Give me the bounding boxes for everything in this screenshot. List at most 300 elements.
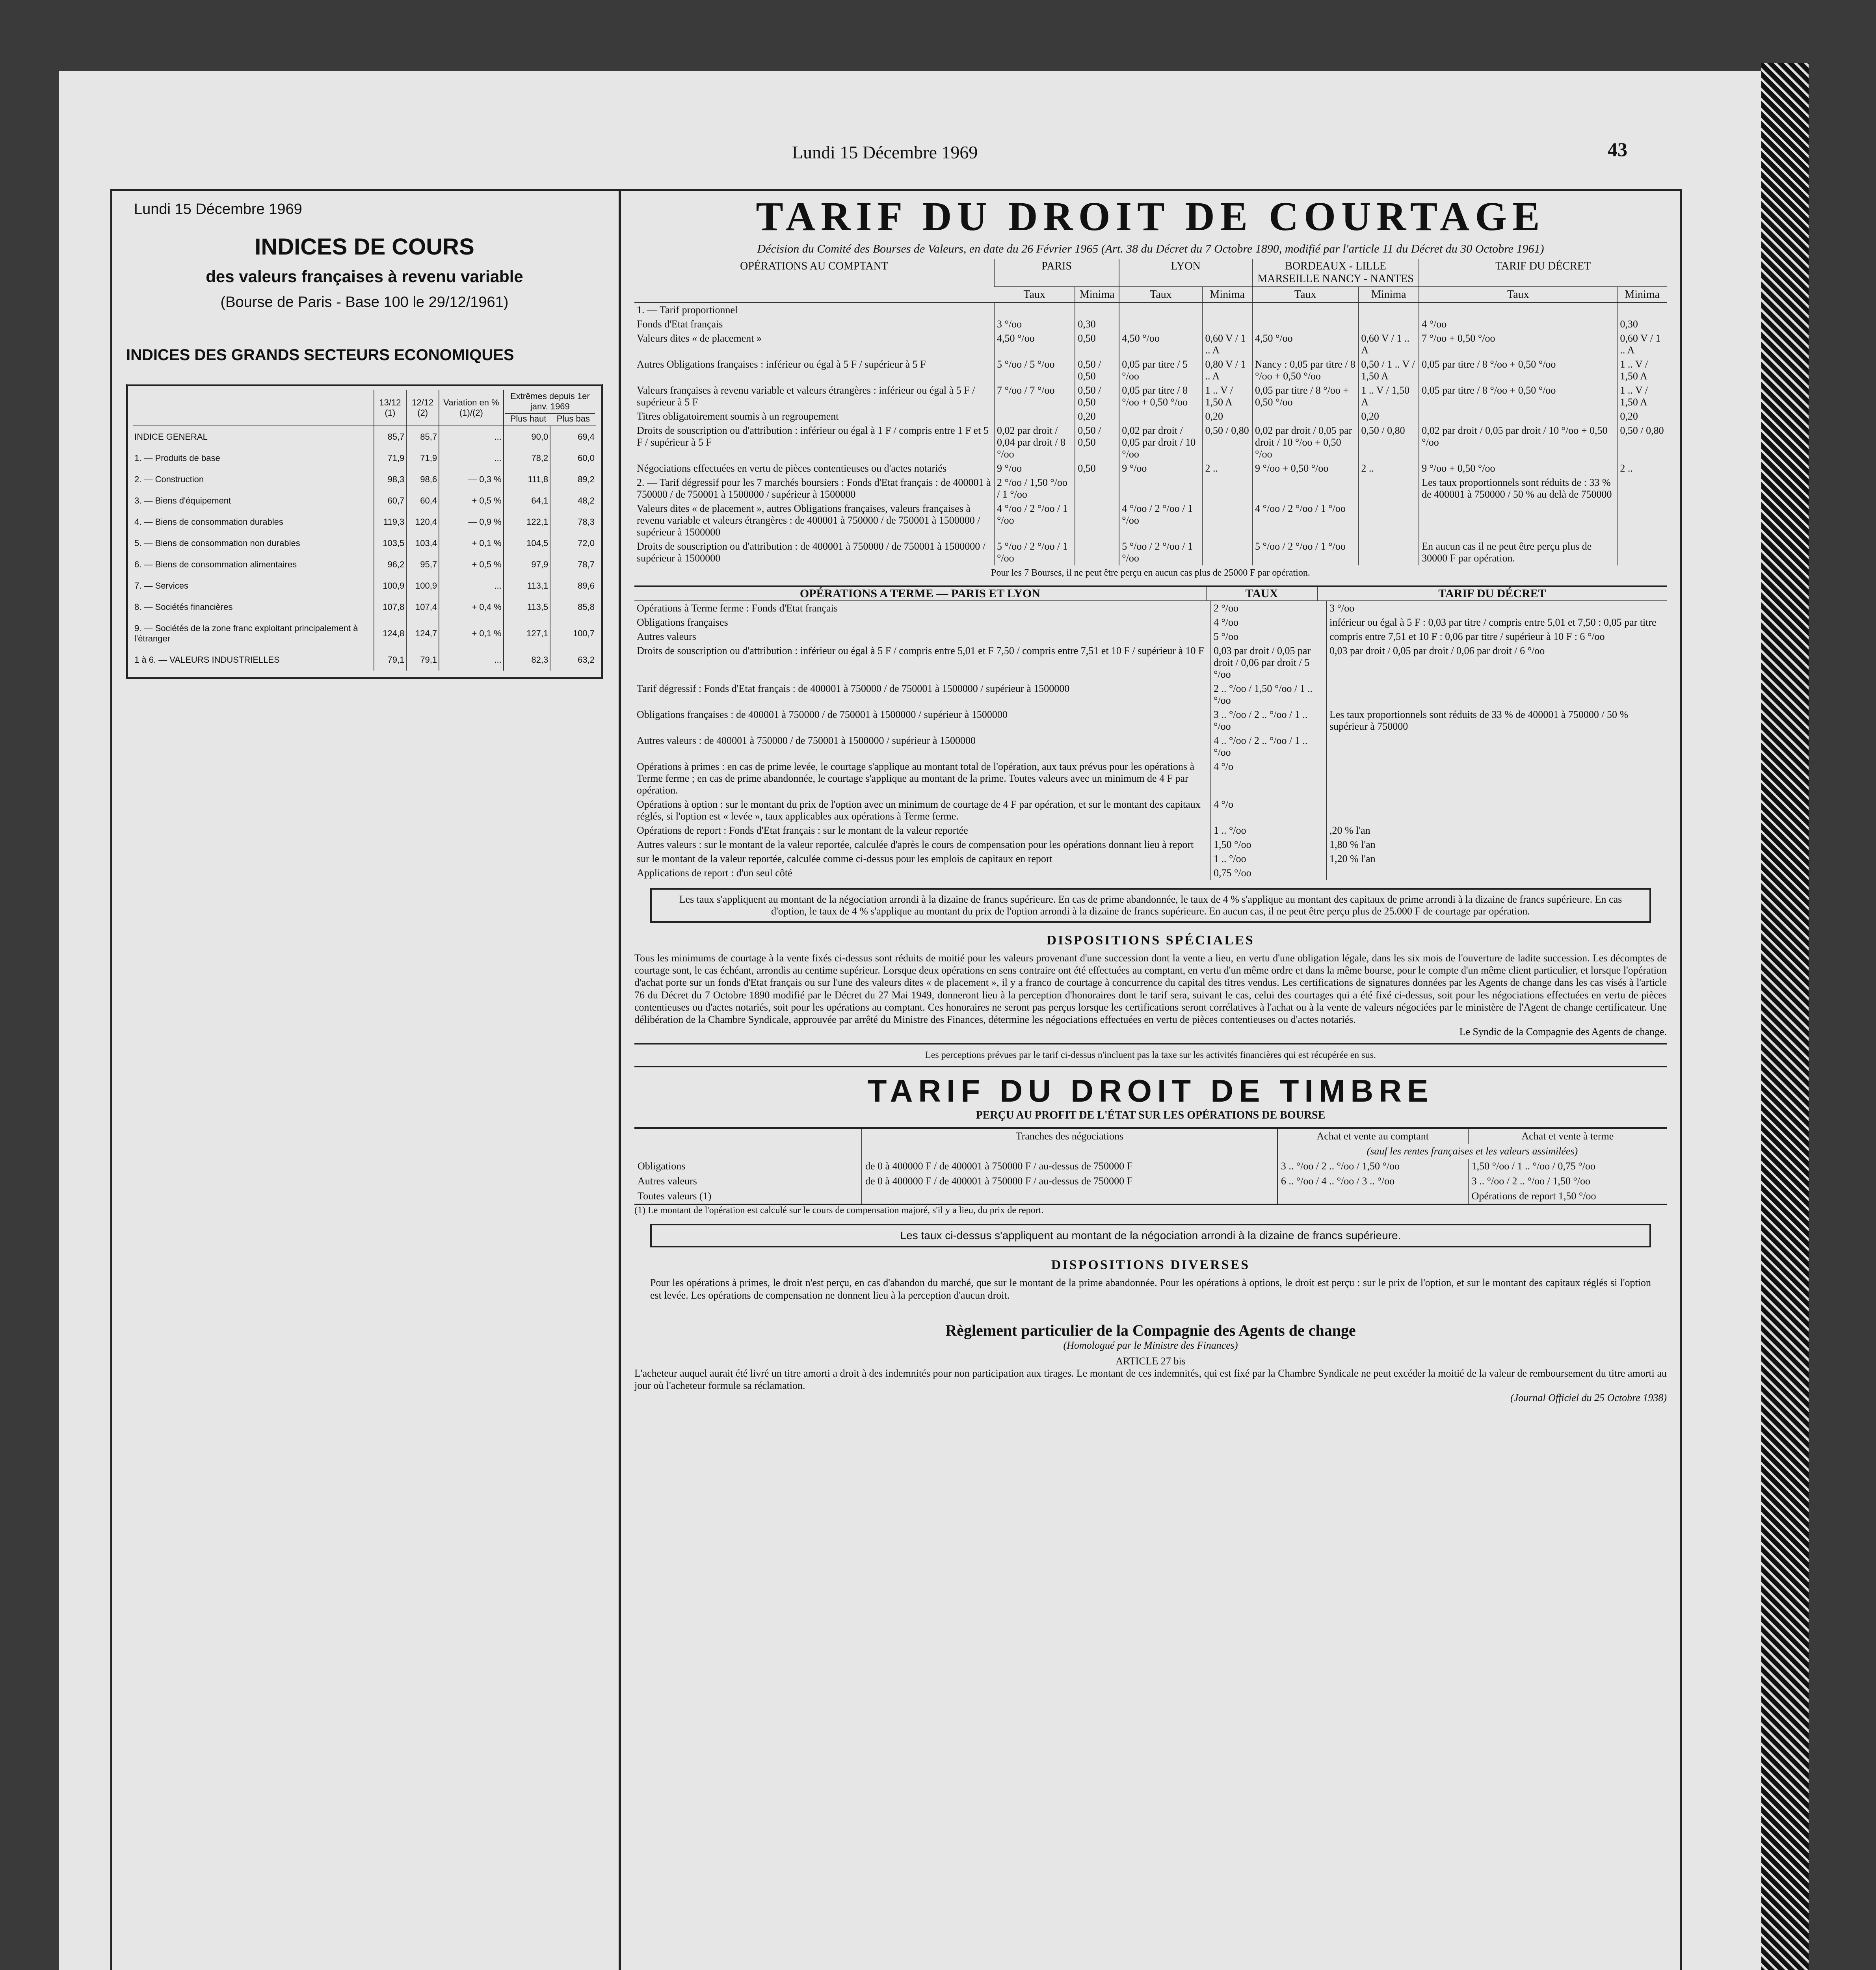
index-plus-bas: 69,4 (550, 426, 596, 448)
timbre-title: TARIF DU DROIT DE TIMBRE (867, 1073, 1434, 1109)
index-variation: + 0,4 % (439, 597, 504, 618)
table-row (133, 649, 596, 671)
table-row (634, 303, 1667, 317)
index-label: 9. — Sociétés de la zone franc exploitant principalement à l'étranger (134, 623, 358, 643)
index-value-13-12: 119,3 (374, 511, 407, 533)
timbre-cell-tranches: de 0 à 400000 F / de 400001 à 750000 F / au-dessus de 750000 F (862, 1159, 1277, 1174)
cell-p: 5 °/oo / 2 °/oo / 1 °/oo (994, 539, 1075, 565)
indices-base: (Bourse de Paris - Base 100 le 29/12/1961) (220, 294, 509, 310)
cell-lm: 2 .. (1202, 461, 1252, 476)
table-row (634, 383, 1667, 409)
cell-l: 0,05 par titre / 8 °/oo + 0,50 °/oo (1119, 383, 1202, 409)
table-row (133, 618, 596, 649)
index-label: 8. — Sociétés financières (134, 602, 233, 612)
terme-col-taux: TAUX (1206, 587, 1317, 600)
dispositions-speciales-title: DISPOSITIONS SPÉCIALES (1047, 933, 1255, 948)
col-comptant: Achat et vente au comptant (1277, 1128, 1468, 1144)
dispositions-speciales-text: Tous les minimums de courtage à la vente fixés ci-dessus sont réduits de moitié pour les valeurs provenant d'une succession dont la vente a lieu, en vertu d'une obligation légale, dans les six mois de l'ouverture de ladite succession. Les décomptes de courtage sont, le cas échéant, arrondis au centime supérieur. Lorsque deux opérations en sens contraire ont été effectuées au comptant, en vertu d'un même ordre et dans la même bourse, pour le compte d'un même client particulier, et lorsque l'opération d'achat porte sur un fonds d'Etat français ou sur l'une des valeurs dites « de placement », il y a franco de courtage à concurrence du capital des titres vendus. Les certifications de signatures données par les Agents de change dans les cas visés à l'article 76 du Décret du 7 Octobre 1890 modifié par le Décret du 27 Mai 1949, donneront lieu à la perception d'honoraires dont le tarif sera, suivant le cas, celui des courtages qui a été fixé ci-dessus, soit pour les négociations effectuées en vertu de pièces contentieuses ou d'actes notariés, soit pour les opérations au comptant. Ces honoraires ne seront pas perçus lorsque les certifications seront corrélatives à l'achat ou à la vente de valeurs négociées par le ministère de l'Agent de change certificateur. Une délibération de la Chambre Syndicale, approuvée par arrêté du Ministre des Finances, détermine les négociations effectuées en vertu de pièces contentieuses ou d'actes notariés. (634, 952, 1667, 1025)
table-row (133, 554, 596, 575)
terme-cell-op: Opérations de report : Fonds d'Etat français : sur le montant de la valeur reportée (637, 825, 968, 836)
reglement-journal: (Journal Officiel du 25 Octobre 1938) (1510, 1392, 1667, 1404)
cell-bm: 0,60 V / 1 .. A (1358, 331, 1419, 357)
cell-lm: 1 .. V / 1,50 A (1202, 383, 1252, 409)
cell-bm: 2 .. (1358, 461, 1419, 476)
col-bordeaux: BORDEAUX - LILLE MARSEILLE NANCY - NANTES (1252, 259, 1419, 287)
table-row (133, 469, 596, 490)
index-plus-haut: 104,5 (504, 533, 550, 554)
index-value-12-12: 95,7 (406, 554, 439, 575)
cell-p: 5 °/oo / 5 °/oo (994, 357, 1075, 383)
cell-op: Valeurs dites « de placement » (637, 333, 762, 344)
cell-l (1119, 409, 1202, 424)
cell-pm: 0,30 (1075, 317, 1119, 331)
cell-l: 0,05 par titre / 5 °/oo (1119, 357, 1202, 383)
table-row (634, 682, 1667, 708)
cell-l: 4 °/oo / 2 °/oo / 1 °/oo (1119, 502, 1202, 539)
reglement-text: L'acheteur auquel aurait été livré un titre amorti a droit à des indemnités pour non participation aux tirages. Le montant de ces indemnités, qui est fixé par la Chambre Syndicale ne peut excéder la moitié de la valeur de remboursement du titre amorti au jour où l'acheteur formule sa réclamation. (634, 1367, 1667, 1391)
index-label: 1 à 6. — VALEURS INDUSTRIELLES (134, 655, 280, 665)
terme-note-box: Les taux s'appliquent au montant de la négociation arrondi à la dizaine de francs supérieure. En cas de prime abandonnée, le taux de 4 % s'applique au montant des capitaux de prime arrondi à la dizaine de francs supérieure. En cas d'option, le taux de 4 % s'applique au montant du prix de l'option arrondi à la dizaine de francs supérieure. En aucun cas, il ne peut être perçu plus de 25.000 F de courtage par opération. (650, 888, 1651, 923)
index-variation: ... (439, 649, 504, 671)
index-label: 4. — Biens de consommation durables (134, 517, 283, 527)
table-row (634, 1159, 1667, 1174)
col-minima: Minima (1358, 287, 1419, 303)
cell-pm: 0,50 / 0,50 (1075, 383, 1119, 409)
terme-cell-op: Autres valeurs (637, 631, 696, 642)
cell-pm: 0,20 (1075, 409, 1119, 424)
cell-b (1252, 317, 1358, 331)
terme-cell-t: 4 .. °/oo / 2 .. °/oo / 1 .. °/oo (1211, 734, 1327, 760)
index-plus-haut: 113,1 (504, 575, 550, 597)
index-label: 5. — Biens de consommation non durables (134, 538, 300, 548)
index-plus-haut: 111,8 (504, 469, 550, 490)
index-value-13-12: 107,8 (374, 597, 407, 618)
cell-d: 7 °/oo + 0,50 °/oo (1419, 331, 1617, 357)
cell-p (994, 409, 1075, 424)
indices-subtitle: des valeurs françaises à revenu variable (206, 267, 523, 286)
cell-bm: 0,50 / 1 .. V / 1,50 A (1358, 357, 1419, 383)
cell-bm (1358, 476, 1419, 502)
cell-dm: 2 .. (1617, 461, 1667, 476)
indices-column (126, 197, 603, 679)
cell-pm: 0,50 (1075, 331, 1119, 357)
courtage-title: TARIF DU DROIT DE COURTAGE (756, 194, 1545, 239)
cell-d: 9 °/oo + 0,50 °/oo (1419, 461, 1617, 476)
index-label: 7. — Services (134, 581, 188, 591)
cell-l (1119, 317, 1202, 331)
terme-cell-t: 1 .. °/oo (1211, 823, 1327, 838)
reglement-title: Règlement particulier de la Compagnie des Agents de change (945, 1321, 1356, 1339)
terme-cell-op: Autres valeurs : de 400001 à 750000 / de 750001 à 1500000 / supérieur à 1500000 (637, 735, 976, 746)
timbre-cell-label: Obligations (638, 1160, 686, 1172)
table-row (634, 601, 1667, 615)
table-row (634, 797, 1667, 823)
table-row (133, 511, 596, 533)
index-value-13-12: 124,8 (374, 618, 407, 649)
terme-cell-t: 0,75 °/oo (1211, 866, 1327, 880)
table-row (634, 409, 1667, 424)
cell-dm (1617, 502, 1667, 539)
index-plus-haut: 113,5 (504, 597, 550, 618)
cell-dm (1617, 303, 1667, 317)
col-minima: Minima (1617, 287, 1667, 303)
cell-l (1119, 303, 1202, 317)
cell-b: Nancy : 0,05 par titre / 8 °/oo + 0,50 °/oo (1252, 357, 1358, 383)
cell-bm (1358, 539, 1419, 565)
timbre-box: Les taux ci-dessus s'appliquent au montant de la négociation arrondi à la dizaine de francs supérieure. (650, 1224, 1651, 1247)
index-value-13-12: 71,9 (374, 448, 407, 469)
cell-pm: 0,50 / 0,50 (1075, 424, 1119, 461)
cell-dm: 0,60 V / 1 .. A (1617, 331, 1667, 357)
indices-table-box (126, 384, 603, 679)
index-label: INDICE GENERAL (134, 432, 208, 442)
index-plus-haut: 97,9 (504, 554, 550, 575)
cell-op: Valeurs françaises à revenu variable et valeurs étrangères : inférieur ou égal à 5 F / supérieur à 5 F (637, 385, 975, 408)
cell-op: Droits de souscription ou d'attribution : de 400001 à 750000 / de 750001 à 1500000 / supérieur à 1500000 (637, 541, 985, 564)
col-tranches: Tranches des négociations (862, 1128, 1277, 1144)
cell-l: 5 °/oo / 2 °/oo / 1 °/oo (1119, 539, 1202, 565)
index-value-13-12: 60,7 (374, 490, 407, 511)
index-variation: ... (439, 575, 504, 597)
col-paris: PARIS (994, 259, 1119, 287)
cell-lm: 0,20 (1202, 409, 1252, 424)
cell-bm: 0,20 (1358, 409, 1419, 424)
timbre-cell-label: Toutes valeurs (1) (638, 1190, 712, 1202)
cell-b: 5 °/oo / 2 °/oo / 1 °/oo (1252, 539, 1358, 565)
timbre-cell-terme: 1,50 °/oo / 1 .. °/oo / 0,75 °/oo (1468, 1159, 1667, 1174)
cell-d (1419, 502, 1617, 539)
terme-cell-d: compris entre 7,51 et 10 F : 0,06 par titre / supérieur à 10 F : 6 °/oo (1327, 630, 1667, 644)
index-label: 6. — Biens de consommation alimentaires (134, 559, 297, 569)
cell-p: 9 °/oo (994, 461, 1075, 476)
index-variation: ... (439, 448, 504, 469)
index-plus-haut: 82,3 (504, 649, 550, 671)
terme-cell-d: 1,80 % l'an (1327, 838, 1667, 852)
cell-lm: 0,60 V / 1 .. A (1202, 331, 1252, 357)
index-value-13-12: 96,2 (374, 554, 407, 575)
cell-lm: 0,80 V / 1 .. A (1202, 357, 1252, 383)
terme-cell-t: 2 .. °/oo / 1,50 °/oo / 1 .. °/oo (1211, 682, 1327, 708)
syndic-signature: Le Syndic de la Compagnie des Agents de change. (1459, 1026, 1667, 1038)
taxe-footnote: Les perceptions prévues par le tarif ci-dessus n'incluent pas la taxe sur les activités financières qui est récupérée en sus. (925, 1050, 1376, 1061)
cell-dm: 1 .. V / 1,50 A (1617, 383, 1667, 409)
table-row (634, 852, 1667, 866)
terme-cell-op: Autres valeurs : sur le montant de la valeur reportée, calculée d'après le cours de compensation pour les opérations donnant lieu à report (637, 839, 1194, 850)
terme-cell-t: 4 °/o (1211, 797, 1327, 823)
cell-dm: 0,20 (1617, 409, 1667, 424)
col-minima: Minima (1202, 287, 1252, 303)
cell-pm (1075, 539, 1119, 565)
terme-cell-t: 1,50 °/oo (1211, 838, 1327, 852)
index-variation: + 0,1 % (439, 618, 504, 649)
table-row (634, 760, 1667, 797)
timbre-cell-tranches: de 0 à 400000 F / de 400001 à 750000 F / au-dessus de 750000 F (862, 1174, 1277, 1189)
terme-cell-d: 3 °/oo (1327, 601, 1667, 615)
table-row (634, 476, 1667, 502)
cell-lm (1202, 303, 1252, 317)
terme-header (634, 585, 1667, 601)
cell-bm (1358, 502, 1419, 539)
courtage-decision: Décision du Comité des Bourses de Valeurs, en date du 26 Février 1965 (Art. 38 du Décret du 7 Octobre 1890, modifié par l'article 11 du Décret du 30 Octobre 1961) (757, 242, 1544, 255)
timbre-cell-comptant (1277, 1189, 1468, 1204)
cell-d: 4 °/oo (1419, 317, 1617, 331)
cell-pm: 0,50 / 0,50 (1075, 357, 1119, 383)
terme-cell-d (1327, 682, 1667, 708)
index-plus-haut: 127,1 (504, 618, 550, 649)
cell-p (994, 303, 1075, 317)
timbre-subtitle: PERÇU AU PROFIT DE L'ÉTAT SUR LES OPÉRATIONS DE BOURSE (976, 1109, 1326, 1122)
cell-dm (1617, 539, 1667, 565)
index-plus-bas: 48,2 (550, 490, 596, 511)
timbre-cell-label: Autres valeurs (638, 1175, 697, 1187)
timbre-cell-terme: 3 .. °/oo / 2 .. °/oo / 1,50 °/oo (1468, 1174, 1667, 1189)
table-row (634, 357, 1667, 383)
cell-b (1252, 303, 1358, 317)
index-plus-bas: 100,7 (550, 618, 596, 649)
col-taux: Taux (1252, 287, 1358, 303)
index-value-12-12: 120,4 (406, 511, 439, 533)
terme-cell-d: 1,20 % l'an (1327, 852, 1667, 866)
col-operations: OPÉRATIONS AU COMPTANT (634, 259, 994, 303)
timbre-sauf: (sauf les rentes françaises et les valeurs assimilées) (1277, 1144, 1667, 1159)
cell-lm (1202, 476, 1252, 502)
index-label: 2. — Construction (134, 474, 204, 484)
terme-cell-op: Droits de souscription ou d'attribution : inférieur ou égal à 5 F / compris entre 5,01 et F 7,50 / compris entre 7,51 et 10 F / supérieur à 10 F (637, 645, 1204, 656)
col-taux: Taux (1419, 287, 1617, 303)
indices-table (133, 390, 596, 671)
col-plus-haut: Plus haut (510, 414, 547, 424)
index-plus-bas: 60,0 (550, 448, 596, 469)
cell-l: 0,02 par droit / 0,05 par droit / 10 °/oo (1119, 424, 1202, 461)
col-taux: Taux (1119, 287, 1202, 303)
table-row (133, 533, 596, 554)
index-variation: + 0,5 % (439, 554, 504, 575)
terme-cell-d (1327, 797, 1667, 823)
index-value-13-12: 98,3 (374, 469, 407, 490)
index-label: 3. — Biens d'équipement (134, 496, 231, 506)
table-row (634, 866, 1667, 880)
terme-cell-d (1327, 760, 1667, 797)
cell-op: Fonds d'Etat français (637, 318, 723, 330)
cell-lm (1202, 502, 1252, 539)
table-row (634, 630, 1667, 644)
running-date: Lundi 15 Décembre 1969 (792, 142, 978, 162)
comptant-table (634, 259, 1667, 565)
dispositions-diverses-title: DISPOSITIONS DIVERSES (1051, 1258, 1250, 1273)
table-row (634, 424, 1667, 461)
table-row (133, 426, 596, 448)
timbre-note: (1) Le montant de l'opération est calculé sur le cours de compensation majoré, s'il y a lieu, du prix de report. (634, 1205, 1044, 1216)
table-row (634, 615, 1667, 630)
reglement-article: ARTICLE 27 bis (1116, 1355, 1186, 1367)
cell-bm (1358, 317, 1419, 331)
cell-d: En aucun cas il ne peut être perçu plus de 30000 F par opération. (1419, 539, 1617, 565)
index-value-12-12: 79,1 (406, 649, 439, 671)
cell-b: 0,02 par droit / 0,05 par droit / 10 °/oo + 0,50 °/oo (1252, 424, 1358, 461)
timbre-cell-tranches (862, 1189, 1277, 1204)
table-row (634, 502, 1667, 539)
terme-table (634, 601, 1667, 880)
col-12-12: 12/12 (2) (406, 390, 439, 426)
cell-bm: 0,50 / 0,80 (1358, 424, 1419, 461)
terme-cell-op: Opérations à option : sur le montant du prix de l'option avec un minimum de courtage de 4 F par opération, et sur le montant des capitaux réglés, si l'option est « levée », taux applicables aux opérations à Terme ferme. (637, 799, 1201, 822)
terme-cell-t: 1 .. °/oo (1211, 852, 1327, 866)
table-row (634, 838, 1667, 852)
cell-d: 0,05 par titre / 8 °/oo + 0,50 °/oo (1419, 357, 1617, 383)
cell-p: 4,50 °/oo (994, 331, 1075, 357)
cell-op: Titres obligatoirement soumis à un regroupement (637, 411, 839, 422)
terme-cell-d: 0,03 par droit / 0,05 par droit / 0,06 par droit / 6 °/oo (1327, 644, 1667, 682)
book-edge (1761, 63, 1809, 1970)
index-variation: + 0,5 % (439, 490, 504, 511)
index-variation: ... (439, 426, 504, 448)
cell-dm: 1 .. V / 1,50 A (1617, 357, 1667, 383)
col-minima: Minima (1075, 287, 1119, 303)
cell-b (1252, 476, 1358, 502)
col-decret: TARIF DU DÉCRET (1419, 259, 1667, 287)
cell-pm (1075, 303, 1119, 317)
index-plus-haut: 122,1 (504, 511, 550, 533)
index-value-12-12: 98,6 (406, 469, 439, 490)
index-value-13-12: 100,9 (374, 575, 407, 597)
cell-d (1419, 303, 1617, 317)
cell-l: 9 °/oo (1119, 461, 1202, 476)
table-row (634, 1174, 1667, 1189)
index-value-12-12: 60,4 (406, 490, 439, 511)
col-extremes (504, 390, 596, 426)
page-number: 43 (1608, 138, 1627, 160)
terme-cell-op: Tarif dégressif : Fonds d'Etat français : de 400001 à 750000 / de 750001 à 1500000 / supérieur à 1500000 (637, 683, 1070, 694)
cell-lm (1202, 317, 1252, 331)
index-label: 1. — Produits de base (134, 453, 220, 463)
terme-cell-op: Opérations à primes : en cas de prime levée, le courtage s'applique au montant total de l'opération, aux taux prévus pour les opérations à Terme ferme ; en cas de prime abandonnée, le courtage s'applique au montant de la prime. Toutes valeurs avec un minimum de 4 F par opération. (637, 761, 1195, 796)
cell-d: 0,05 par titre / 8 °/oo + 0,50 °/oo (1419, 383, 1617, 409)
extremes-label: Extrêmes depuis 1er janv. 1969 (510, 391, 590, 411)
cell-d: Les taux proportionnels sont réduits de : 33 % de 400001 à 750000 / 50 % au delà de 750000 (1419, 476, 1617, 502)
terme-cell-d (1327, 734, 1667, 760)
index-plus-bas: 78,7 (550, 554, 596, 575)
table-row (634, 823, 1667, 838)
terme-cell-d: Les taux proportionnels sont réduits de 33 % de 400001 à 750000 / 50 % supérieur à 750000 (1327, 708, 1667, 734)
terme-cell-t: 2 °/oo (1211, 601, 1327, 615)
cell-op: Valeurs dites « de placement », autres Obligations françaises, valeurs françaises à revenu variable et valeurs étrangères : de 400001 à 750000 / de 750001 à 1500000 / supérieur à 1500000 (637, 503, 980, 538)
dispositions-diverses-text: Pour les opérations à primes, le droit n'est perçu, en cas d'abandon du marché, que sur le montant de la prime abandonnée. Pour les opérations à options, le droit est perçu : sur le prix de l'option, et sur le montant des capitaux réglés si l'option est levée. Les opérations de compensation ne donnent lieu à la perception d'aucun droit. (650, 1277, 1651, 1301)
index-plus-bas: 85,8 (550, 597, 596, 618)
terme-cell-t: 0,03 par droit / 0,05 par droit / 0,06 par droit / 5 °/oo (1211, 644, 1327, 682)
note-7-bourses: Pour les 7 Bourses, il ne peut être perçu en aucun cas plus de 25000 F par opération. (991, 568, 1310, 578)
index-plus-bas: 78,3 (550, 511, 596, 533)
cell-b: 4,50 °/oo (1252, 331, 1358, 357)
cell-bm: 1 .. V / 1,50 A (1358, 383, 1419, 409)
column-divider (619, 189, 621, 1970)
divider (634, 1066, 1667, 1067)
terme-cell-d (1327, 866, 1667, 880)
cell-op: Négociations effectuées en vertu de pièces contentieuses ou d'actes notariés (637, 463, 947, 474)
index-variation: + 0,1 % (439, 533, 504, 554)
terme-cell-op: Obligations françaises (637, 617, 728, 628)
indices-section: INDICES DES GRANDS SECTEURS ECONOMIQUES (126, 346, 514, 364)
table-row (133, 448, 596, 469)
index-plus-haut: 78,2 (504, 448, 550, 469)
cell-p: 4 °/oo / 2 °/oo / 1 °/oo (994, 502, 1075, 539)
table-row (634, 539, 1667, 565)
terme-cell-op: Applications de report : d'un seul côté (637, 867, 792, 879)
table-row (133, 575, 596, 597)
index-value-12-12: 71,9 (406, 448, 439, 469)
terme-cell-op: sur le montant de la valeur reportée, calculée comme ci-dessus pour les emplois de capitaux en report (637, 853, 1052, 864)
table-row (133, 490, 596, 511)
terme-cell-t: 4 °/oo (1211, 615, 1327, 630)
page (59, 71, 1761, 1970)
terme-col-decret: TARIF DU DÉCRET (1317, 587, 1667, 600)
terme-cell-op: Opérations à Terme ferme : Fonds d'Etat français (637, 602, 838, 614)
index-value-12-12: 100,9 (406, 575, 439, 597)
table-row (634, 317, 1667, 331)
cell-dm: 0,30 (1617, 317, 1667, 331)
index-value-13-12: 103,5 (374, 533, 407, 554)
table-row (133, 597, 596, 618)
cell-p: 2 °/oo / 1,50 °/oo / 1 °/oo (994, 476, 1075, 502)
cell-op: 2. — Tarif dégressif pour les 7 marchés boursiers : Fonds d'Etat français : de 400001 à 750000 / de 750001 à 1500000 / supérieur à 1500000 (637, 477, 991, 500)
table-row (634, 1189, 1667, 1204)
index-value-12-12: 124,7 (406, 618, 439, 649)
cell-bm (1358, 303, 1419, 317)
indices-date: Lundi 15 Décembre 1969 (134, 201, 302, 217)
index-value-12-12: 85,7 (406, 426, 439, 448)
cell-p: 3 °/oo (994, 317, 1075, 331)
col-plus-bas: Plus bas (556, 414, 590, 424)
terme-cell-t: 3 .. °/oo / 2 .. °/oo / 1 .. °/oo (1211, 708, 1327, 734)
table-row (634, 708, 1667, 734)
timbre-cell-comptant: 3 .. °/oo / 2 .. °/oo / 1,50 °/oo (1277, 1159, 1468, 1174)
cell-dm (1617, 476, 1667, 502)
table-row (634, 461, 1667, 476)
index-plus-bas: 89,2 (550, 469, 596, 490)
terme-cell-d: inférieur ou égal à 5 F : 0,03 par titre / compris entre 5,01 et 7,50 : 0,05 par titre (1327, 615, 1667, 630)
cell-op: Droits de souscription ou d'attribution : inférieur ou égal à 1 F / compris entre 1 F et 5 F / supérieur à 5 F (637, 425, 989, 448)
index-plus-haut: 64,1 (504, 490, 550, 511)
table-row (634, 734, 1667, 760)
divider (634, 1043, 1667, 1044)
cell-l: 4,50 °/oo (1119, 331, 1202, 357)
index-plus-bas: 72,0 (550, 533, 596, 554)
index-value-12-12: 107,4 (406, 597, 439, 618)
table-row (634, 331, 1667, 357)
terme-cell-op: Obligations françaises : de 400001 à 750000 / de 750001 à 1500000 / supérieur à 1500000 (637, 709, 1008, 720)
col-13-12: 13/12 (1) (374, 390, 407, 426)
timbre-cell-comptant: 6 .. °/oo / 4 .. °/oo / 3 .. °/oo (1277, 1174, 1468, 1189)
cell-p: 0,02 par droit / 0,04 par droit / 8 °/oo (994, 424, 1075, 461)
col-variation: Variation en % (1)/(2) (439, 390, 504, 426)
cell-pm (1075, 502, 1119, 539)
cell-d: 0,02 par droit / 0,05 par droit / 10 °/oo + 0,50 °/oo (1419, 424, 1617, 461)
terme-cell-d: ,20 % l'an (1327, 823, 1667, 838)
cell-l (1119, 476, 1202, 502)
index-value-13-12: 85,7 (374, 426, 407, 448)
index-variation: — 0,3 % (439, 469, 504, 490)
cell-b: 0,05 par titre / 8 °/oo + 0,50 °/oo (1252, 383, 1358, 409)
timbre-table (634, 1127, 1667, 1205)
cell-lm: 0,50 / 0,80 (1202, 424, 1252, 461)
col-lyon: LYON (1119, 259, 1252, 287)
col-terme: Achat et vente à terme (1468, 1128, 1667, 1144)
index-value-12-12: 103,4 (406, 533, 439, 554)
cell-pm (1075, 476, 1119, 502)
terme-cell-t: 5 °/oo (1211, 630, 1327, 644)
reglement-sub: (Homologué par le Ministre des Finances) (1063, 1339, 1238, 1351)
cell-lm (1202, 539, 1252, 565)
cell-b (1252, 409, 1358, 424)
